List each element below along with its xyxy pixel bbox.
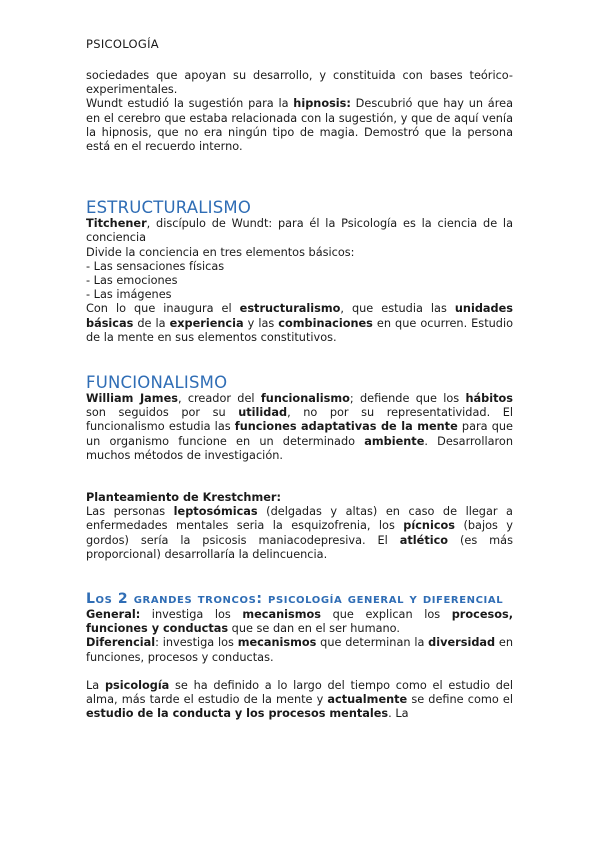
list-item: - Las emociones bbox=[86, 274, 178, 288]
general-paragraph: General: investiga los mecanismos que explican los procesos, funciones y conductas que se dan en el ser humano. bbox=[86, 608, 513, 636]
heading-funcionalismo: FUNCIONALISMO bbox=[86, 373, 228, 393]
list-item: - Las sensaciones físicas bbox=[86, 259, 225, 273]
running-header: PSICOLOGÍA bbox=[86, 37, 159, 51]
heading-troncos: Los 2 grandes troncos: psicología general y diferencial bbox=[86, 591, 504, 608]
estructuralismo-paragraph-3: Con lo que inaugura el estructuralismo, que estudia las unidades básicas de la experiencia y las combinaciones en que ocurren. Estudio de la mente en sus elementos constitutivos. bbox=[86, 302, 514, 344]
kretschmer-paragraph: Las personas leptosómicas (delgadas y altas) en caso de llegar a enfermedades mentales seria la esquizofrenia, los pícnicos (bajos y gordos) sería la psicosis maniacodepresiva. El atlético (es más proporcional) desarrollaría la delincuencia. bbox=[86, 505, 513, 561]
page-content bbox=[86, 69, 513, 722]
estructuralismo-paragraph-2: Divide la conciencia en tres elementos básicos: bbox=[86, 245, 355, 259]
list-item: - Las imágenes bbox=[86, 288, 172, 302]
funcionalismo-paragraph: William James, creador del funcionalismo; defiende que los hábitos son seguidos por su utilidad, no por su representatividad. El funcionalismo estudia las funciones adaptativas de la mente para que un organismo funcione en un determinado ambiente. Desarrollaron muchos métodos de investigación. bbox=[86, 392, 513, 462]
kretschmer-title: Planteamiento de Krestchmer: bbox=[86, 491, 281, 505]
estructuralismo-paragraph-1: Titchener, discípulo de Wundt: para él la Psicología es la ciencia de la conciencia bbox=[86, 217, 513, 245]
intro-paragraph-1: sociedades que apoyan su desarrollo, y constituida con bases teórico-experimentales. bbox=[86, 69, 513, 97]
intro-paragraph-2: Wundt estudió la sugestión para la hipnosis: Descubrió que hay un área en el cerebro que estaba relacionada con la sugestión, y que de aquí venía la hipnosis, que no era ningún tipo de magia. Demostró que la persona está en el recuerdo interno. bbox=[86, 97, 513, 154]
heading-estructuralismo: ESTRUCTURALISMO bbox=[86, 198, 252, 218]
diferencial-paragraph: Diferencial: investiga los mecanismos que determinan la diversidad en funciones, procesos y conductas. bbox=[86, 636, 514, 664]
psicologia-definition-paragraph: La psicología se ha definido a lo largo del tiempo como el estudio del alma, más tarde el estudio de la mente y actualmente se define como el estudio de la conducta y los procesos mentales. La bbox=[86, 678, 514, 721]
